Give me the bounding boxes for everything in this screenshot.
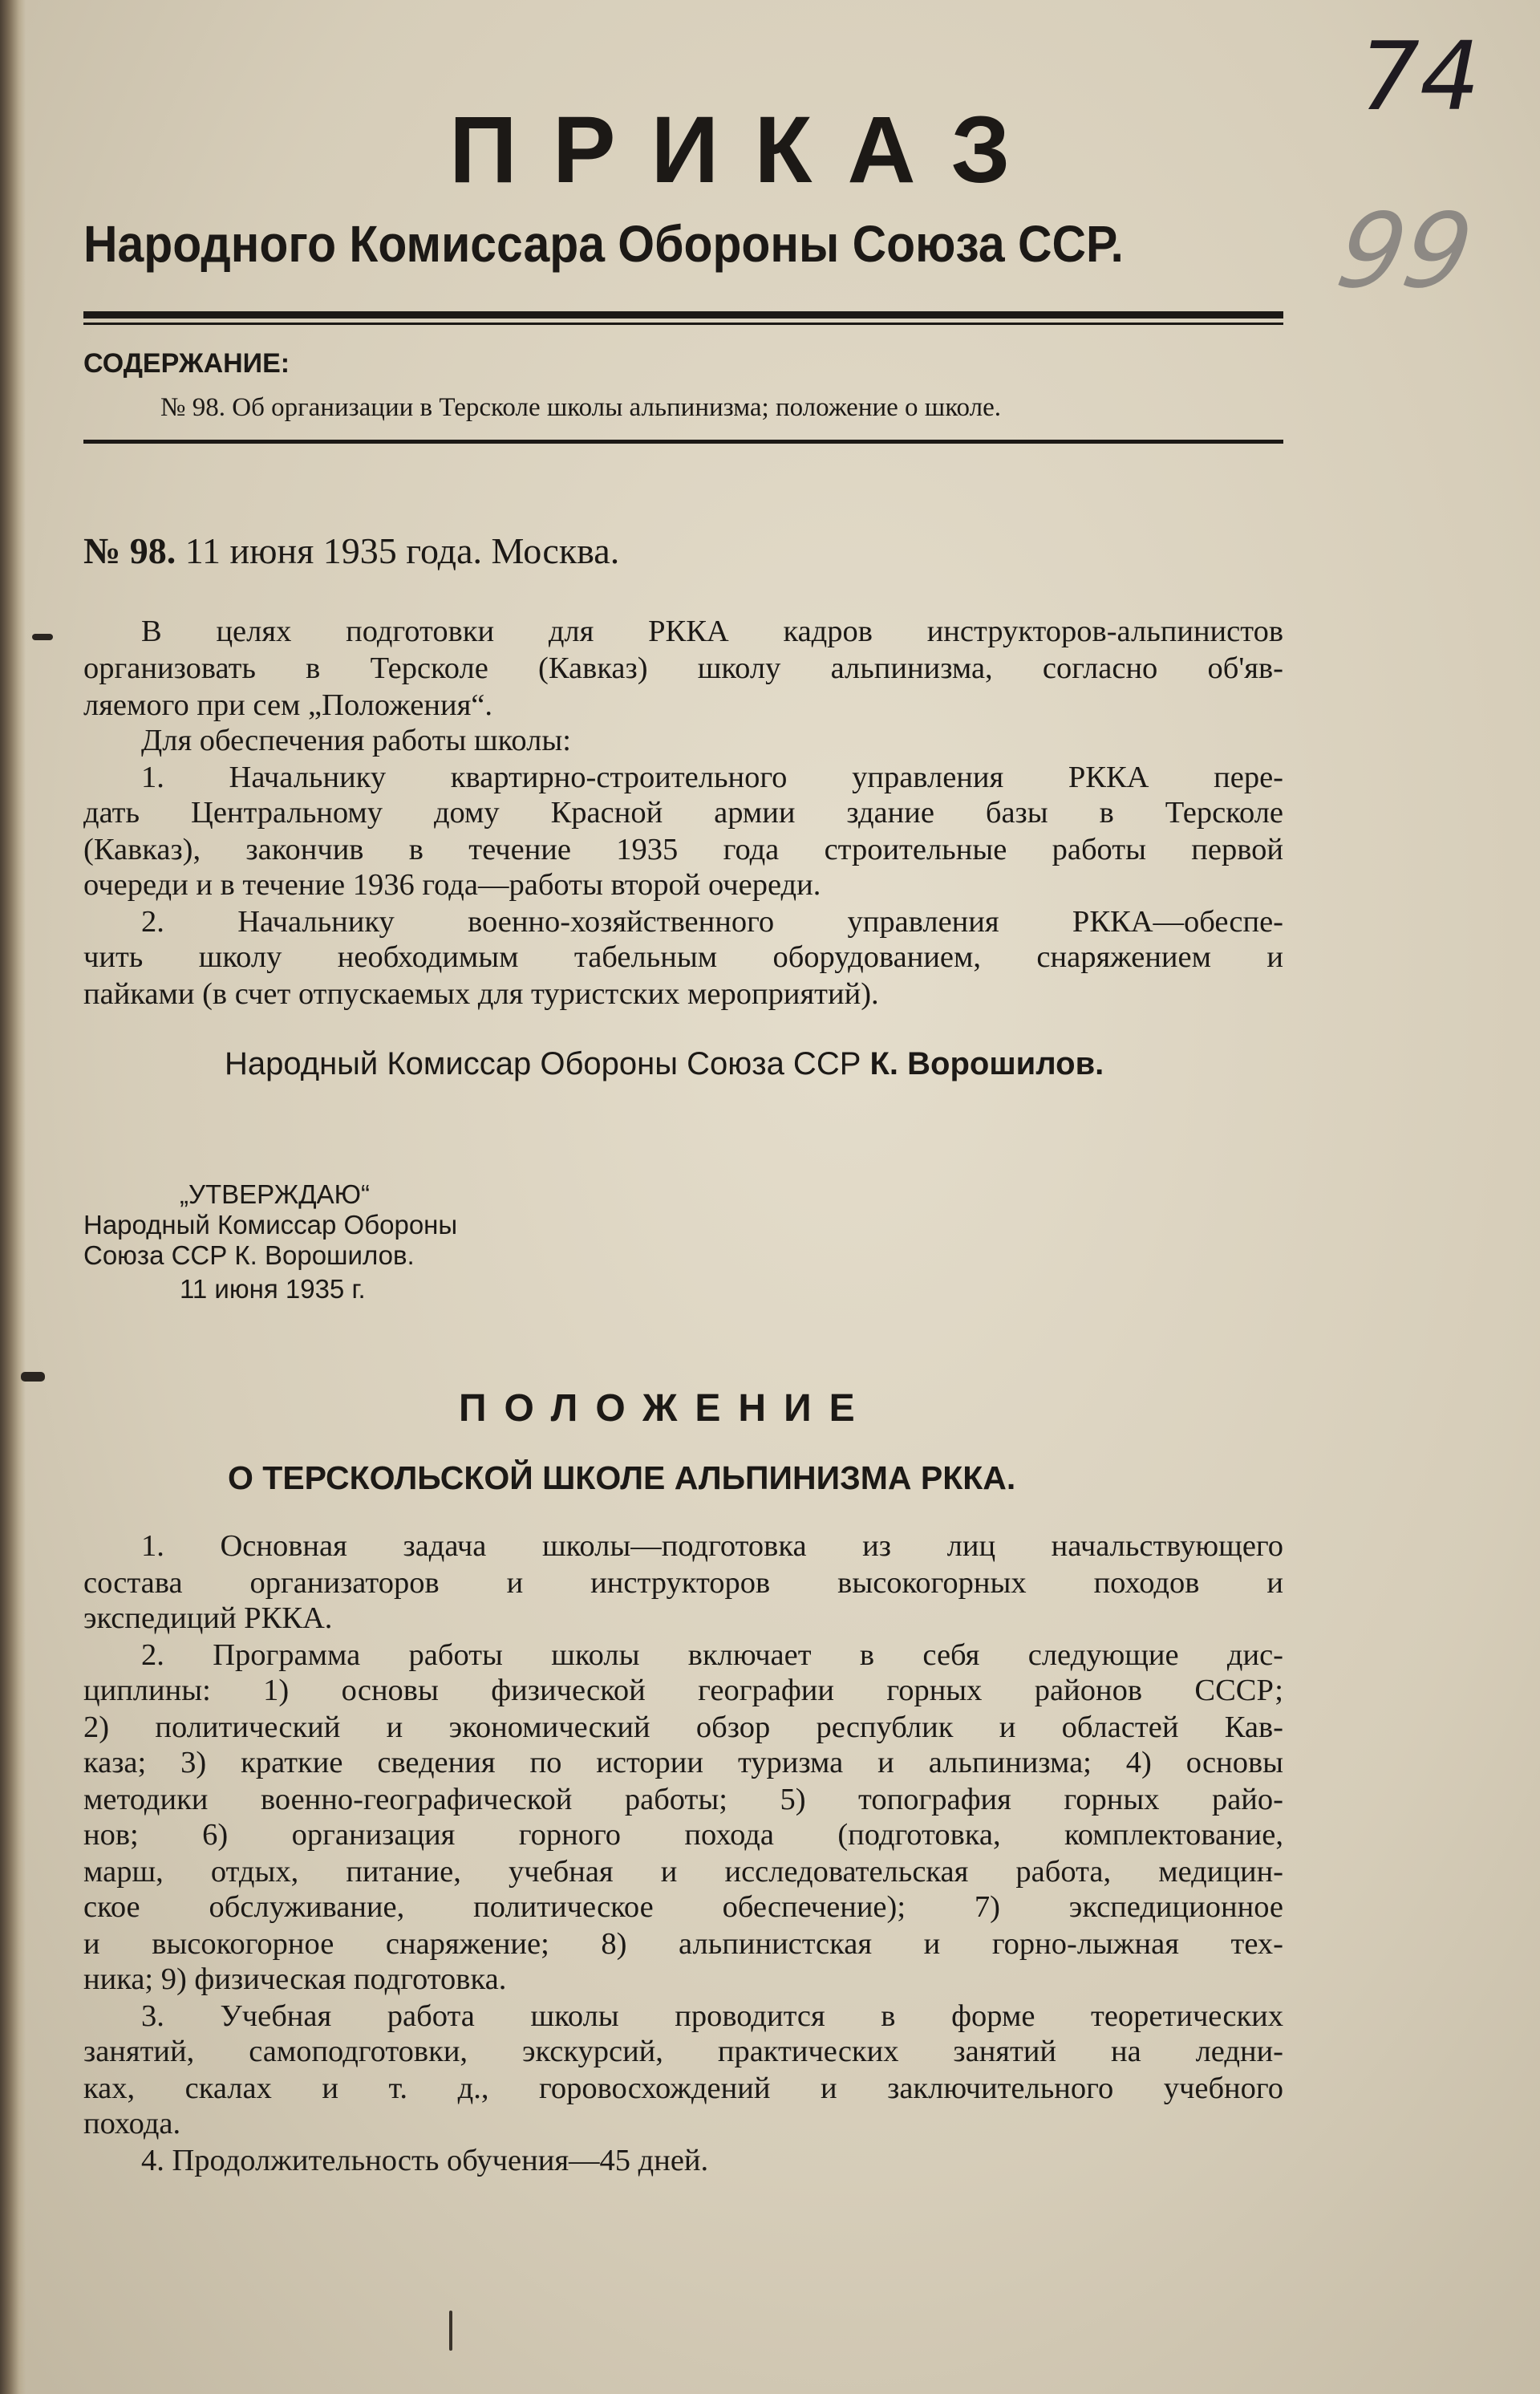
signature-name: К. Ворошилов.: [869, 1046, 1104, 1081]
approval-date: 11 июня 1935 г.: [180, 1274, 366, 1304]
regulation-line: ское обслуживание, политическое обеспечение); 7) экспедиционное: [83, 1890, 1283, 1924]
contents-item: № 98. Об организации в Терсколе школы альпинизма; положение о школе.: [160, 393, 1001, 422]
contents-rule: [83, 440, 1283, 444]
header-rule-thin: [83, 323, 1283, 325]
order-line: организовать в Терсколе (Кавказ) школу альпинизма, согласно об'яв-: [83, 651, 1283, 685]
regulation-line: циплины: 1) основы физической географии горных районов СССР;: [83, 1674, 1283, 1707]
regulation-subtitle: О ТЕРСКОЛЬСКОЙ ШКОЛЕ АЛЬПИНИЗМА РККА.: [228, 1459, 1016, 1496]
regulation-line: и высокогорное снаряжение; 8) альпинистская и горно-лыжная тех-: [83, 1927, 1283, 1961]
order-date-place: 11 июня 1935 года. Москва.: [184, 530, 620, 571]
regulation-line: 4. Продолжительность обучения—45 дней.: [141, 2144, 709, 2177]
order-line: Для обеспечения работы школы:: [141, 724, 571, 757]
order-line: В целях подготовки для РККА кадров инструкторов-альпинистов: [141, 615, 1283, 648]
pencil-mark: [449, 2311, 452, 2351]
order-line: 2. Начальнику военно-хозяйственного управления РККА—обеспе-: [141, 905, 1283, 939]
order-line: ляемого при сем „Положения“.: [83, 688, 492, 722]
order-line: пайками (в счет отпускаемых для туристских мероприятий).: [83, 977, 879, 1011]
order-line: (Кавказ), закончив в течение 1935 года строительные работы первой: [83, 833, 1283, 866]
order-subtitle-text: Народного Комиссара Обороны Союза ССР.: [83, 215, 1124, 273]
regulation-line: марш, отдых, питание, учебная и исследовательская работа, медицин-: [83, 1855, 1283, 1889]
regulation-title: ПОЛОЖЕНИЕ: [459, 1387, 873, 1430]
approval-line: Союза ССР К. Ворошилов.: [83, 1240, 415, 1270]
regulation-line: 2. Программа работы школы включает в себя следующие дис-: [141, 1638, 1283, 1672]
handwritten-folio-number: 74: [1360, 21, 1481, 132]
signature-line: [225, 1048, 1104, 1080]
order-line: 1. Начальнику квартирно-строительного управления РККА пере-: [141, 761, 1283, 794]
margin-mark: [21, 1372, 45, 1382]
regulation-line: ника; 9) физическая подготовка.: [83, 1962, 507, 1996]
order-header: [83, 530, 620, 571]
regulation-line: занятий, самоподготовки, экскурсий, практических занятий на ледни-: [83, 2035, 1283, 2068]
regulation-line: нов; 6) организация горного похода (подготовка, комплектование,: [83, 1818, 1283, 1852]
order-subtitle: [83, 215, 1214, 273]
order-number: № 98.: [83, 530, 176, 571]
regulation-line: экспедиций РККА.: [83, 1601, 333, 1635]
contents-label: СОДЕРЖАНИЕ:: [83, 348, 290, 379]
regulation-line: ках, скалах и т. д., горовосхождений и заключительного учебного: [83, 2071, 1283, 2105]
header-rule-thick: [83, 311, 1283, 319]
handwritten-crossed-folio-number: 99: [1328, 192, 1481, 311]
regulation-line: состава организаторов и инструкторов высокогорных походов и: [83, 1566, 1283, 1600]
regulation-line: 1. Основная задача школы—подготовка из лиц начальствующего: [141, 1529, 1283, 1563]
order-line: чить школу необходимым табельным оборудованием, снаряжением и: [83, 940, 1283, 974]
regulation-line: 3. Учебная работа школы проводится в форме теоретических: [141, 1999, 1283, 2033]
order-line: очереди и в течение 1936 года—работы второй очереди.: [83, 868, 821, 902]
regulation-line: похода.: [83, 2107, 181, 2140]
order-title: ПРИКАЗ: [449, 97, 1046, 203]
regulation-line: каза; 3) краткие сведения по истории туризма и альпинизма; 4) основы: [83, 1746, 1283, 1779]
approval-title: „УТВЕРЖДАЮ“: [180, 1179, 370, 1209]
regulation-line: методики военно-географической работы; 5) топография горных райо-: [83, 1783, 1283, 1816]
page-binding-edge: [0, 0, 26, 2394]
margin-mark: [32, 634, 53, 640]
signature-title: Народный Комиссар Обороны Союза ССР: [225, 1046, 861, 1081]
regulation-line: 2) политический и экономический обзор республик и областей Кав-: [83, 1710, 1283, 1744]
order-line: дать Центральному дому Красной армии здание базы в Терсколе: [83, 796, 1283, 830]
approval-line: Народный Комиссар Обороны: [83, 1210, 458, 1240]
